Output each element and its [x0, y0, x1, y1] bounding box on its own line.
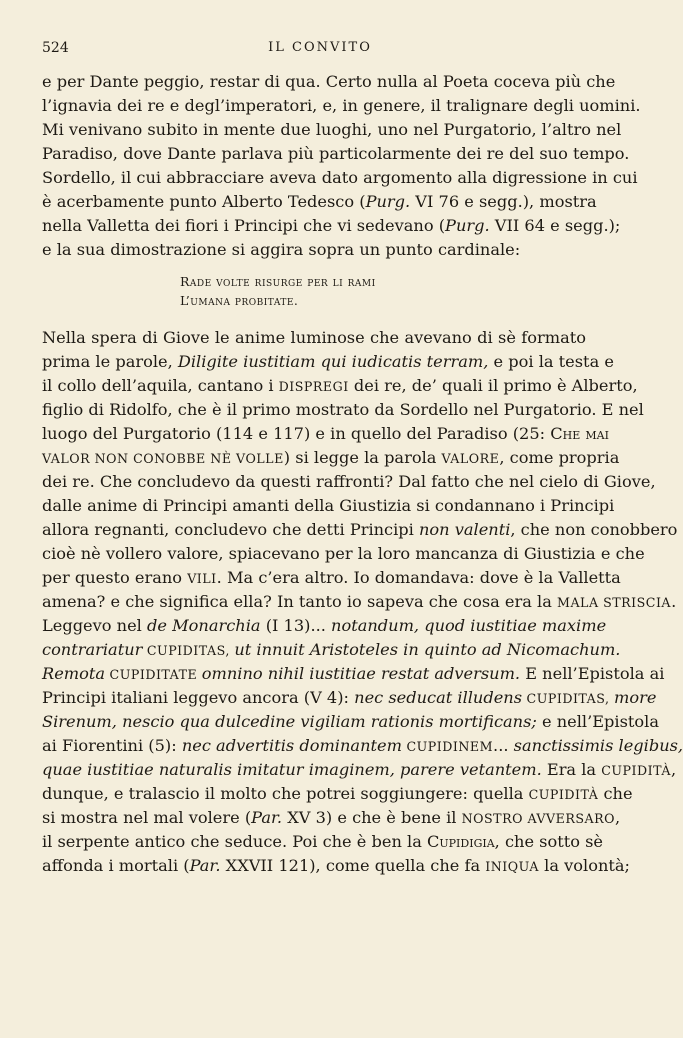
text-run: VI 76 e segg.), mostra [410, 192, 597, 211]
text-run: VII 64 e segg.); [489, 216, 621, 235]
text-run: . [671, 592, 677, 611]
small-caps-term: INIQUA [485, 859, 540, 874]
small-caps-term: DISPREGI [278, 379, 349, 394]
text-run: e poi la testa e [488, 352, 614, 371]
small-caps-term: CUPIDITAS, [142, 643, 235, 658]
text-line [42, 614, 607, 638]
latin-quote: contrariatur [42, 640, 143, 659]
small-caps-term: Cupidigia [427, 832, 495, 851]
small-caps-term: VALOR NON CONOBBE NÈ VOLLE [42, 451, 284, 466]
small-caps-term: CUPIDITATE [105, 667, 202, 682]
text-line [42, 350, 614, 374]
text-run: è acerbamente punto Alberto Tedesco ( [42, 192, 366, 211]
text-run: Era la [541, 760, 602, 779]
text-line: cioè nè vollero valore, spiacevano per la loro mancanza di Giustizia e che [42, 544, 645, 563]
text-line [42, 734, 683, 759]
latin-quote: notandum, quod iustitiae maxime [331, 616, 607, 635]
latin-quote: sanctissimis legibus, [513, 736, 683, 755]
citation-italic: Par. [189, 856, 221, 875]
latin-quote: omnino nihil iustitiae restat adversum. [201, 664, 521, 683]
text-run: allora regnanti, concludevo che detti Principi [42, 520, 419, 539]
small-caps-term: NOSTRO AVVERSARO [461, 811, 616, 826]
latin-quote: ut innuit Aristoteles in quinto ad Nicomachum. [234, 640, 621, 659]
latin-quote: de Monarchia [147, 616, 261, 635]
text-line: dalle anime di Principi amanti della Giustizia si condannano i Principi [42, 496, 615, 515]
text-line [42, 446, 620, 471]
text-line [42, 190, 597, 214]
latin-quote: nec advertitis dominantem [181, 736, 402, 755]
running-header [42, 40, 598, 60]
text-line: figlio di Ridolfo, che è il primo mostrato da Sordello nel Purgatorio. E nel [42, 400, 644, 419]
text-run: , [670, 760, 677, 779]
text-run: ... [493, 736, 514, 755]
text-line [42, 566, 621, 591]
latin-quote: quae iustitiae naturalis imitatur imaginem, parere vetantem. [42, 760, 542, 779]
small-caps-term: CUPIDINEM [401, 739, 494, 754]
text-run: Leggevo nel [42, 616, 147, 635]
italic-term: non valenti [418, 520, 511, 539]
text-run: dunque, e tralascio il molto che potrei soggiungere: quella [42, 784, 529, 803]
text-line: Nella spera di Giove le anime luminose che avevano di sè formato [42, 328, 586, 347]
text-line [42, 806, 621, 831]
text-line [42, 854, 630, 879]
latin-quote: Diligite iustitiam qui iudicatis terram, [177, 352, 489, 371]
text-run: luogo del Purgatorio (114 e 117) e in quello del Paradiso (25: [42, 424, 551, 443]
page-number: 524 [42, 40, 69, 56]
text-run: , come propria [499, 448, 620, 467]
text-run: ai Fiorentini (5): [42, 736, 182, 755]
text-run: XV 3) e che è bene il [282, 808, 462, 827]
text-line: Paradiso, dove Dante parlava più particolarmente dei re del suo tempo. [42, 144, 630, 163]
text-run: il serpente antico che seduce. Poi che è ben la [42, 832, 427, 851]
text-line [42, 638, 621, 663]
latin-quote: Remota [42, 664, 106, 683]
verse-quote-line: Rade volte risurge per li rami [180, 274, 376, 289]
small-caps-term: VILI [187, 571, 217, 586]
text-run: e nell’Epistola [536, 712, 659, 731]
text-line [42, 214, 621, 238]
latin-quote: nec seducat illudens [354, 688, 523, 707]
small-caps-term: Che mai [550, 424, 609, 443]
small-caps-term: CUPIDITÀ [528, 787, 599, 802]
text-run: (I 13)... [260, 616, 332, 635]
text-line [42, 686, 657, 711]
text-run: ) si legge la parola [283, 448, 442, 467]
text-line [42, 830, 604, 854]
running-title: IL CONVITO [268, 40, 372, 55]
citation-italic: Par. [251, 808, 283, 827]
text-line [42, 662, 665, 687]
text-line [42, 590, 677, 615]
text-run: che [598, 784, 633, 803]
text-line [42, 518, 678, 542]
text-run: la volontà; [539, 856, 630, 875]
text-run: si mostra nel mal volere ( [42, 808, 252, 827]
text-line: Sordello, il cui abbracciare aveva dato argomento alla digressione in cui [42, 168, 638, 187]
text-line: e la sua dimostrazione si aggira sopra un punto cardinale: [42, 240, 521, 259]
text-line: e per Dante peggio, restar di qua. Certo nulla al Poeta coceva più che [42, 72, 616, 91]
text-run: Principi italiani leggevo ancora (V 4): [42, 688, 355, 707]
small-caps-term: CUPIDITÀ [601, 763, 671, 778]
text-line: l’ignavia dei re e degl’imperatori, e, in genere, il tralignare degli uomini. [42, 96, 641, 115]
text-run: dei re, de’ quali il primo è Alberto, [348, 376, 638, 395]
text-run: il collo dell’aquila, cantano i [42, 376, 279, 395]
small-caps-term: MALA STRISCIA [557, 595, 672, 610]
text-line [42, 758, 677, 783]
latin-quote: more [614, 688, 657, 707]
text-run: , che non conobbero [510, 520, 678, 539]
text-run: , [615, 808, 621, 827]
small-caps-term: CUPIDITAS, [522, 691, 615, 706]
text-line [42, 374, 638, 399]
text-run: , che sotto sè [494, 832, 604, 851]
text-run: amena? e che significa ella? In tanto io sapeva che cosa era la [42, 592, 558, 611]
text-run: . Ma c’era altro. Io domandava: dove è la Valletta [216, 568, 621, 587]
small-caps-term: VALORE [441, 451, 500, 466]
latin-quote: Sirenum, nescio qua dulcedine vigiliam rationis mortificans; [42, 712, 537, 731]
text-run: XXVII 121), come quella che fa [220, 856, 486, 875]
text-line [42, 422, 609, 446]
citation-italic: Purg. [365, 192, 411, 211]
text-run: E nell’Epistola ai [520, 664, 665, 683]
text-run: nella Valletta dei fiori i Principi che vi sedevano ( [42, 216, 446, 235]
text-run: prima le parole, [42, 352, 178, 371]
text-line: Mi venivano subito in mente due luoghi, uno nel Purgatorio, l’altro nel [42, 120, 622, 139]
text-line [42, 782, 633, 807]
verse-quote-line: L’umana probitate. [180, 293, 299, 308]
text-line: dei re. Che concludevo da questi raffronti? Dal fatto che nel cielo di Giove, [42, 472, 656, 491]
text-line [42, 710, 659, 734]
text-run: per questo erano [42, 568, 188, 587]
citation-italic: Purg. [445, 216, 490, 235]
text-run: affonda i mortali ( [42, 856, 190, 875]
